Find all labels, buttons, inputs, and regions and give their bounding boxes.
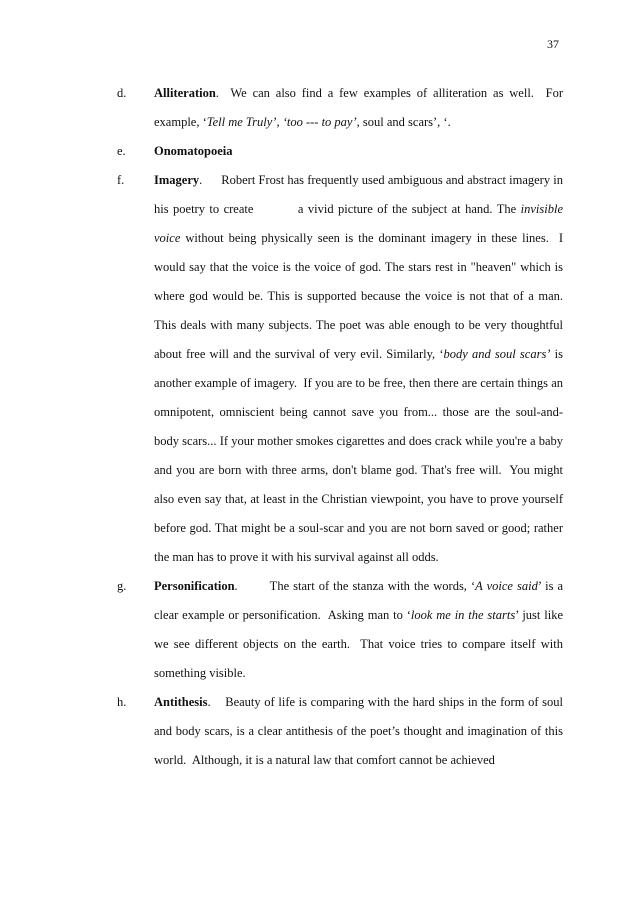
item-paragraph xyxy=(154,572,567,688)
italic-phrase: A voice said xyxy=(475,579,538,593)
item-term: Personification xyxy=(154,579,235,593)
item-term: Alliteration xyxy=(154,86,216,100)
text-run: without being physically seen is the dominant imagery in these lines. I would say that the voice is the voice of god. The stars rest in "heaven" which is where god would be. This is supported because the voice is not that of a man. This deals with many subjects. The poet was able enough to be very thoughtful about free will and the survival of very evil. Similarly, ‘ xyxy=(154,231,570,361)
term-punctuation: . xyxy=(199,173,203,187)
term-punctuation: . xyxy=(207,695,211,709)
italic-phrase: look me in the starts xyxy=(410,608,516,622)
list-marker: g. xyxy=(117,579,127,593)
item-paragraph xyxy=(154,688,567,775)
item-term: Antithesis xyxy=(154,695,208,709)
item-term: Onomatopoeia xyxy=(154,144,233,158)
text-run: ’ just like we see different objects on the earth. That voice tries to compare itself with something visible. xyxy=(154,608,567,680)
list-marker: e. xyxy=(117,144,126,158)
text-run: is another example of imagery. If you are to be free, then there are certain things an omnipotent, omniscient being cannot save you from... those are the soul-and-body scars... If your mother smokes cigarettes and does crack while you're a baby and you are born with three arms, don't blame god. That's free will. You might also even say that, at least in the Christian viewpoint, you have to prove yourself before god. That might be a soul-scar and you are not born saved or good; rather the man has to prove it with his survival against all odds. xyxy=(154,347,567,564)
term-punctuation: . xyxy=(234,579,238,593)
document-body xyxy=(117,79,570,775)
text-run: , soul and scars’, ‘. xyxy=(356,115,451,129)
list-marker: h. xyxy=(117,695,127,709)
list-item xyxy=(117,688,567,775)
item-paragraph xyxy=(154,137,563,166)
item-term: Imagery xyxy=(154,173,200,187)
text-run: The start of the stanza with the words, ‘ xyxy=(237,579,476,593)
list-item xyxy=(117,166,570,572)
list-item xyxy=(117,572,567,688)
text-run: Beauty of life is comparing with the hard ships in the form of soul and body scars, is a clear antithesis of the poet’s thought and imagination of this world. Although, it is a natural law that comfort cannot be achieved xyxy=(154,695,567,767)
list-marker: f. xyxy=(117,173,125,187)
item-paragraph xyxy=(154,79,567,137)
text-run: ’ is a clear example or personification. Asking man to ‘ xyxy=(154,579,567,622)
page-number: 37 xyxy=(547,37,559,51)
list-marker: d. xyxy=(117,86,127,100)
italic-phrase: body and soul scars’ xyxy=(443,347,551,361)
list-item xyxy=(117,79,567,137)
text-run: We can also find a few examples of alliteration as well. For example, ‘ xyxy=(154,86,567,129)
text-run: Robert Frost has frequently used ambiguous and abstract imagery in his poetry to create a vivid picture of the subject at hand. The xyxy=(154,173,567,216)
item-paragraph xyxy=(154,166,570,572)
italic-phrase: Tell me Truly’, ‘too --- to pay’ xyxy=(206,115,357,129)
term-punctuation: . xyxy=(215,86,219,100)
italic-phrase: invisible voice xyxy=(154,202,567,245)
list-item xyxy=(117,137,563,166)
